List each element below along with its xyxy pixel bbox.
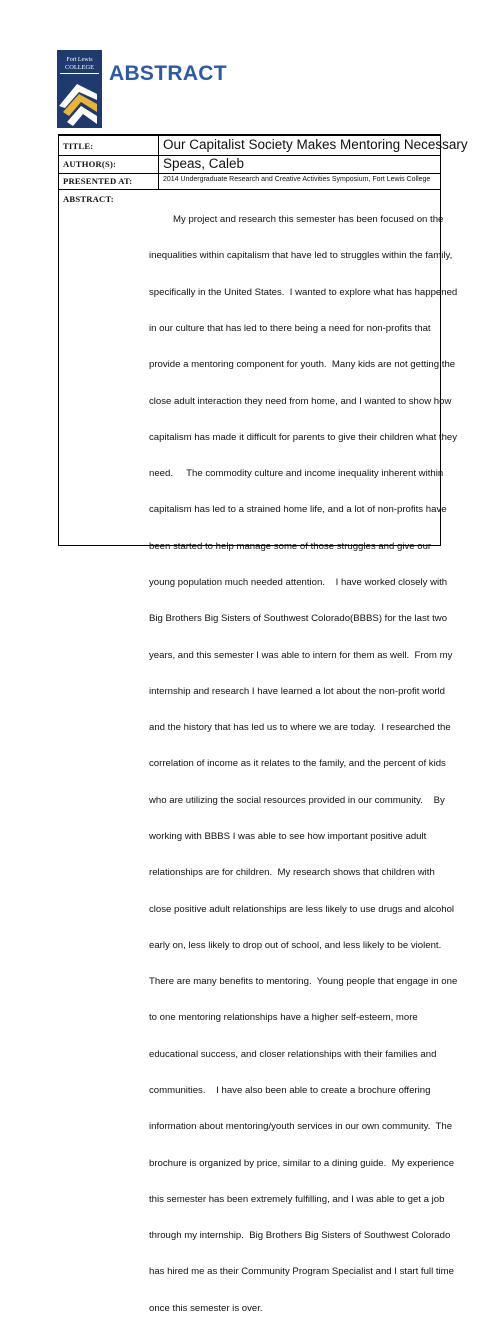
title-value: Our Capitalist Society Makes Mentoring Necessary (163, 137, 468, 152)
abstract-line: capitalism has made it difficult for parents to give their children what they (149, 431, 458, 443)
abstract-line: and the history that has led us to where we are today. I researched the (149, 722, 451, 734)
abstract-line: need. The commodity culture and income inequality inherent within (149, 468, 444, 480)
abstract-line: through my internship. Big Brothers Big Sisters of Southwest Colorado (149, 1230, 451, 1242)
abstract-line: inequalities within capitalism that have led to struggles within the family, (149, 250, 453, 262)
authors-label: AUTHOR(S): (63, 159, 117, 169)
abstract-label: ABSTRACT: (63, 194, 114, 204)
abstract-line: years, and this semester I was able to intern for them as well. From my (149, 649, 453, 661)
abstract-line: information about mentoring/youth services in our own community. The (149, 1121, 453, 1133)
abstract-line: to one mentoring relationships have a higher self-esteem, more (149, 1012, 418, 1024)
abstract-body (149, 190, 458, 1339)
presented-label: PRESENTED AT: (63, 176, 133, 186)
abstract-line: close positive adult relationships are less likely to use drugs and alcohol (149, 903, 455, 915)
authors-value: Speas, Caleb (163, 156, 245, 171)
abstract-line: this semester has been extremely fulfilling, and I was able to get a job (149, 1193, 445, 1205)
abstract-line: specifically in the United States. I wanted to explore what has happened (149, 286, 458, 298)
abstract-line: There are many benefits to mentoring. Young people that engage in one (149, 976, 458, 988)
abstract-line: has hired me as their Community Program Specialist and I start full time (149, 1266, 454, 1278)
abstract-form (58, 134, 468, 1314)
abstract-line: correlation of income as it relates to the family, and the percent of kids (149, 758, 446, 770)
abstract-line: brochure is organized by price, similar to a dining guide. My experience (149, 1157, 455, 1169)
abstract-line: young population much needed attention. I have worked closely with (149, 577, 448, 588)
abstract-line: provide a mentoring component for youth. Many kids are not getting the (149, 359, 456, 371)
abstract-line: who are utilizing the social resources provided in our community. By (149, 794, 445, 806)
logo-line2: COLLEGE (64, 64, 95, 71)
presented-value: 2014 Undergraduate Research and Creative Activities Symposium, Fort Lewis College (163, 176, 431, 183)
page-heading: ABSTRACT (109, 62, 227, 85)
abstract-line: educational success, and closer relationships with their families and (149, 1048, 437, 1060)
abstract-line: early on, less likely to drop out of school, and less likely to be violent. (149, 939, 442, 951)
abstract-line: internship and research I have learned a lot about the non-profit world (149, 685, 445, 697)
logo-line1: Fort Lewis (66, 57, 93, 63)
authors-row (59, 155, 440, 174)
abstract-line: My project and research this semester has been focused on the (149, 214, 444, 226)
abstract-line: communities. I have also been able to create a brochure offering (149, 1084, 431, 1096)
abstract-line: capitalism has led to a strained home life, and a lot of non-profits have (149, 504, 447, 516)
abstract-line: once this semester is over. (149, 1302, 263, 1314)
title-label: TITLE: (63, 141, 94, 151)
abstract-line: working with BBBS I was able to see how important positive adult (149, 830, 427, 842)
title-row (59, 136, 468, 156)
presented-row (59, 173, 440, 190)
abstract-line: close adult interaction they need from home, and I wanted to show how (149, 395, 452, 407)
abstract-line: Big Brothers Big Sisters of Southwest Colorado(BBBS) for the last two (149, 613, 448, 625)
abstract-line: in our culture that has led to there being a need for non-profits that (149, 323, 431, 335)
abstract-line: been started to help manage some of those struggles and give our (149, 540, 432, 552)
abstract-line: relationships are for children. My research shows that children with (149, 867, 435, 879)
fort-lewis-college-logo (57, 50, 102, 128)
